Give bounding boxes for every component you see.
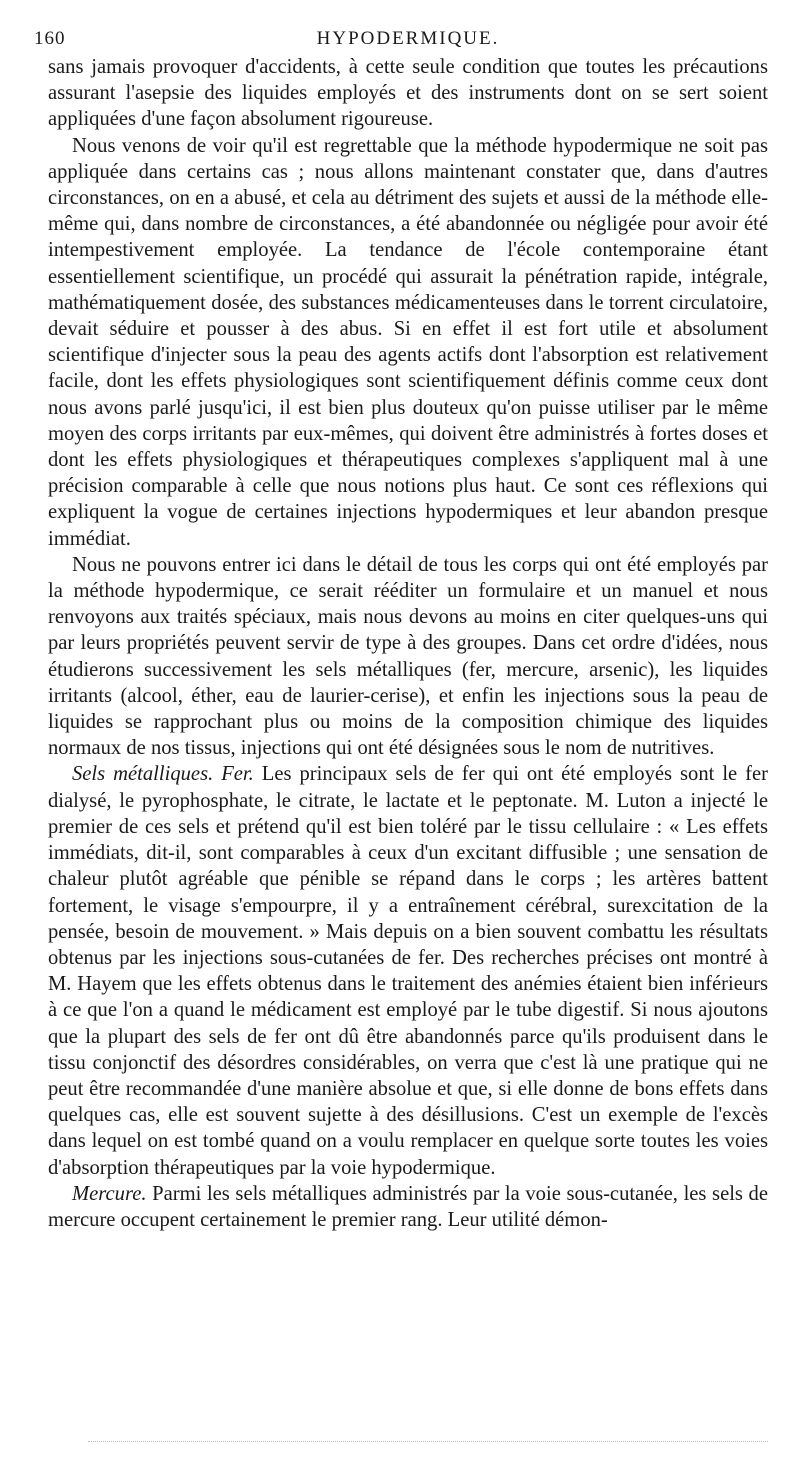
paragraph-1-text: sans jamais provoquer d'accidents, à cette seule condition que toutes les précautions assurant l'asepsie des liquides employés et des instruments dont on se sert soient appliquées d'une façon absolument rigoureuse. bbox=[48, 56, 768, 131]
book-page bbox=[34, 28, 769, 1233]
paragraph-3 bbox=[48, 552, 768, 762]
paragraph-2-text: Nous venons de voir qu'il est regrettable que la méthode hypodermique ne soit pas appliquée dans certains cas ; nous allons maintenant constater que, dans d'autres circonstances, on en a abusé, et cela au détriment des sujets et aussi de la méthode elle-même qui, dans nombre de circonstances, a été abandonnée ou négligée pour avoir été intempestivement employée. La tendance de l'école contemporaine étant essentiellement scientifique, un procédé qui assurait la pénétration rapide, intégrale, mathématiquement dosée, des substances médicamenteuses dans le torrent circulatoire, devait séduire et pousser à des abus. Si en effet il est fort utile et absolument scientifique d'injecter sous la peau des agents actifs dont l'absorption est relativement facile, dont les effets physiologiques sont scientifiquement définis comme ceux dont nous avons parlé jusqu'ici, il est bien plus douteux qu'on puisse utiliser par le même moyen des corps irritants par eux-mêmes, qui doivent être administrés à fortes doses et dont les effets physiologiques et thérapeutiques complexes s'appliquent mal à une précision comparable à celle que nous notions plus haut. Ce sont ces réflexions qui expliquent la vogue de certaines injections hypodermiques et leur abandon presque immédiat. bbox=[48, 134, 768, 550]
paragraph-1 bbox=[48, 54, 768, 133]
paragraph-2 bbox=[48, 133, 768, 552]
paragraph-5-text: Parmi les sels métalliques administrés par la voie sous-cutanée, les sels de mercure occupent certainement le premier rang. Leur utilité démon- bbox=[48, 1182, 768, 1231]
running-title: HYPODERMIQUE. bbox=[316, 28, 500, 49]
footer-dotted-line bbox=[88, 1441, 768, 1442]
paragraph-4 bbox=[48, 761, 768, 1180]
paragraph-5 bbox=[48, 1181, 768, 1233]
paragraph-3-text: Nous ne pouvons entrer ici dans le détail de tous les corps qui ont été employés par la méthode hypodermique, ce serait rééditer un formulaire et un manuel et nous renvoyons aux traités spéciaux, mais nous devons au moins en citer quelques-uns qui par leurs propriétés peuvent servir de type à des groupes. Dans cet ordre d'idées, nous étudierons successivement les sels métalliques (fer, mercure, arsenic), les liquides irritants (alcool, éther, eau de laurier-cerise), et enfin les injections sous la peau de liquides se rapprochant plus ou moins de la composition chimique des liquides normaux de nos tissus, injections qui ont été désignées sous le nom de nutritives. bbox=[48, 553, 768, 760]
body-text bbox=[48, 54, 768, 1233]
paragraph-4-text: Les principaux sels de fer qui ont été employés sont le fer dialysé, le pyrophosphate, le citrate, le lactate et le peptonate. M. Luton a injecté le premier de ces sels et prétend qu'il est bien toléré par le tissu cellulaire : « Les effets immédiats, dit-il, sont comparables à ceux d'un excitant diffusible ; une sensation de chaleur plutôt agréable que pénible se répand dans le corps ; les artères battent fortement, le visage s'empourpre, il y a entraînement cérébral, surexcitation de la pensée, besoin de mouvement. » Mais depuis on a bien souvent combattu les résultats obtenus par les injections sous-cutanées de fer. Des recherches précises ont montré à M. Hayem que les effets obtenus dans le traitement des anémies étaient bien inférieurs à ce que l'on a quand le médicament est employé par le tube digestif. Si nous ajoutons que la plupart des sels de fer ont dû être abandonnés parce qu'ils produisent dans le tissu conjonctif des désordres considérables, on verra que c'est là une pratique qui ne peut être recommandée d'une manière absolue et que, si elle donne de bons effets dans quelques cas, elle est souvent sujette à des désillusions. C'est un exemple de l'excès dans lequel on est tombé quand on a voulu remplacer en quelque sorte toutes les voies d'absorption thérapeutiques par la voie hypodermique. bbox=[48, 763, 769, 1179]
section-heading-mercury: Mercure. bbox=[72, 1182, 147, 1205]
running-head bbox=[34, 28, 768, 54]
section-heading-iron: Sels métalliques. Fer. bbox=[72, 763, 254, 786]
page-number: 160 bbox=[34, 28, 66, 49]
